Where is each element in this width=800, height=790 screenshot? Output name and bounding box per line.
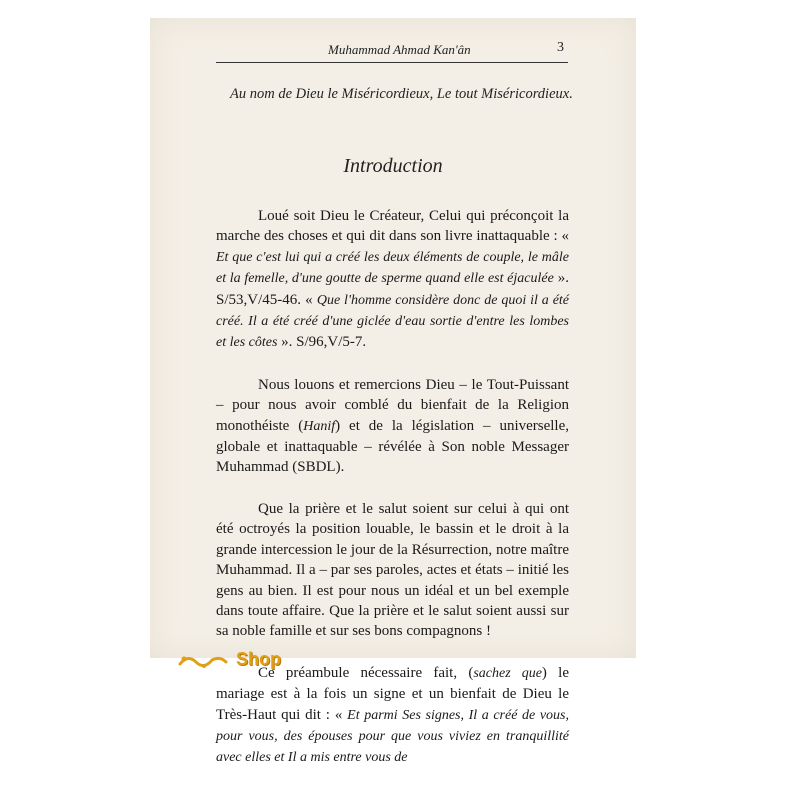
p4-text-c: ) le mariage est à la fois un signe et un bienfait de Dieu le Très-Haut qui dit : «: [216, 664, 569, 723]
p1-text-a: Loué soit Dieu le Créateur, Celui qui préconçoit la marche des choses et qui dit dans son livre inattaquable : «: [216, 208, 569, 245]
p2-text-c: ) et de la législation – universelle, globale et inattaquable – révélée à Son noble Messager Muhammad (SBDL).: [216, 417, 569, 476]
header-author: Muhammad Ahmad Kan'ân: [328, 42, 471, 57]
running-header: [216, 40, 568, 63]
paragraph-3: Que la prière et le salut soient sur celui à qui ont été octroyés la position louable, le bassin et le droit à la grande intercession le jour de la Résurrection, notre maître Muhammad. Il a – par ses paroles, actes et états – initié les gens au bien. Il est pour nous un idéal et un bel exemple dans toute affaire. Que la prière et le salut soient aussi sur sa noble famille et sur ses bons compagnons !: [216, 500, 569, 640]
p2-text-a: Nous louons et remercions Dieu – le Tout-Puissant – pour nous avoir comblé du bienfait de la Religion monothéiste (: [216, 376, 569, 434]
paragraph-2: [216, 375, 569, 478]
shop-logo: Shop: [236, 649, 281, 669]
p4-quote: Et parmi Ses signes, Il a créé de vous, pour vous, des épouses pour que vous viviez en tranquillité avec elles et Il a mis entre vous de: [216, 707, 569, 766]
basmala: Au nom de Dieu le Miséricordieux, Le tout Miséricordieux.: [230, 86, 573, 102]
logo-swirl-icon: [178, 650, 238, 672]
body-text: [216, 206, 569, 790]
p2-term: Hanif: [303, 418, 336, 434]
p1-text-c: ». S/53,V/45-46. «: [216, 270, 569, 308]
p1-quote-2: Que l'homme considère donc de quoi il a été créé. Il a été créé d'une giclée d'eau sortie d'entre les lombes et les côtes: [216, 292, 570, 351]
p4-aside: sachez que: [473, 665, 542, 681]
p1-text-e: ». S/96,V/5-7.: [281, 334, 367, 351]
paragraph-4: [216, 663, 569, 769]
paragraph-1: [216, 206, 569, 354]
chapter-title: Introduction: [343, 155, 443, 177]
page-number: 3: [557, 40, 564, 55]
p4-text-a: Ce préambule nécessaire fait, (: [258, 664, 474, 681]
p1-quote-1: Et que c'est lui qui a créé les deux éléments de couple, le mâle et la femelle, d'une goutte de sperme quand elle est éjaculée: [216, 249, 569, 287]
